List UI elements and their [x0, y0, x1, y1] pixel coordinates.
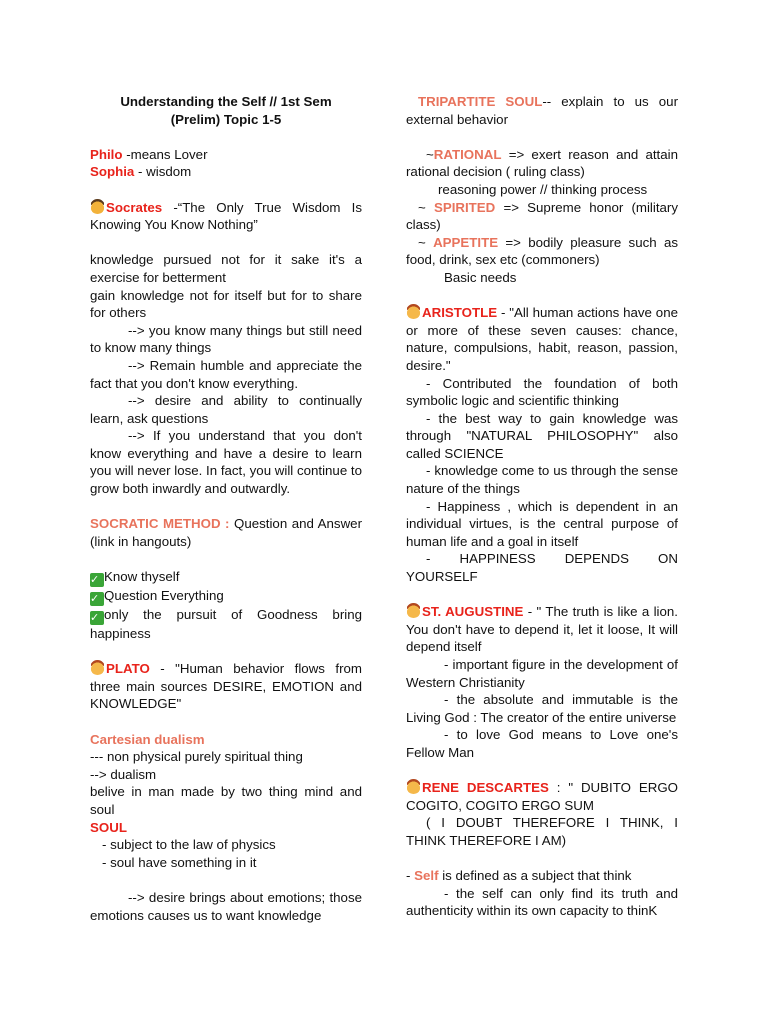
- socratic-method-desc: Question and Answer (link in hangouts): [90, 516, 363, 549]
- aristotle-point-5-word: DEPENDS: [564, 551, 629, 567]
- rational-prefix: ~: [426, 146, 434, 162]
- knowledge-line-2: gain knowledge not for itself but for to share for others: [90, 287, 362, 321]
- socratic-method-term: SOCRATIC METHOD :: [90, 516, 230, 532]
- plato-line: [90, 660, 362, 713]
- augustine-quote: - " The truth is like a lion. You don't have to depend it, let it loose, It will depend itself: [406, 604, 678, 655]
- aristotle-point-1: - Contributed the foundation of both symbolic logic and scientific thinking: [406, 375, 678, 409]
- check-item-3-text: only the pursuit of Goodness bring happiness: [90, 607, 362, 642]
- knowledge-point-4: --> If you understand that you don't know everything and have a desire to learn you will never lose. In fact, you will continue to grow both inwardly and outwardly.: [90, 428, 362, 497]
- aristotle-point-3: - knowledge come to us through the sense nature of the things: [406, 463, 678, 497]
- tripartite-desc: -- explain to us our external behavior: [406, 94, 679, 127]
- aristotle-name: ARISTOTLE: [422, 305, 498, 321]
- sophia-term: Sophia: [90, 164, 135, 180]
- sophia-line: [90, 163, 362, 181]
- soul-line-1: - subject to the law of physics: [102, 837, 276, 853]
- left-column: [90, 93, 362, 924]
- check-mark-icon: ✓: [90, 611, 104, 625]
- check-item-1-text: Know thyself: [104, 569, 180, 585]
- philo-def: -means Lover: [122, 146, 208, 162]
- philo-line: [90, 146, 362, 164]
- knowledge-point-1: --> you know many things but still need to know many things: [90, 322, 362, 356]
- desire-line: --> desire brings about emotions; those emotions causes us to want knowledge: [90, 889, 362, 923]
- rational-line: [406, 146, 678, 181]
- rational-sub: reasoning power // thinking process: [438, 181, 648, 197]
- aristotle-line: [406, 304, 678, 374]
- spirited-line: [406, 199, 678, 234]
- spirited-term: SPIRITED: [433, 199, 496, 215]
- person-emoji-icon: [406, 603, 421, 618]
- descartes-name: RENE DESCARTES: [422, 780, 549, 796]
- rational-desc: => exert reason and attain rational decision ( ruling class): [406, 146, 678, 180]
- knowledge-line-1: knowledge pursued not for it sake it's a exercise for betterment: [90, 252, 362, 285]
- aristotle-point-5-word: ON: [658, 551, 678, 567]
- check-mark-icon: ✓: [90, 592, 104, 606]
- self-line: [406, 867, 678, 885]
- person-emoji-icon: [90, 199, 105, 214]
- check-item-2: [90, 587, 362, 606]
- check-mark-icon: ✓: [90, 573, 104, 587]
- person-emoji-icon: [406, 304, 421, 319]
- soul-heading: SOUL: [90, 819, 127, 835]
- check-item-3: [90, 606, 362, 643]
- socrates-line: [90, 199, 362, 234]
- spirited-desc: => Supreme honor (military class): [406, 199, 678, 233]
- tripartite-term: TRIPARTITE SOUL: [418, 94, 543, 109]
- aristotle-quote: - "All human actions have one or more of these seven causes: chance, nature, compulsions, habit, reason, passion, desire.": [406, 305, 678, 373]
- tripartite-line: [406, 93, 678, 128]
- aristotle-point-5-word: -: [426, 551, 431, 567]
- aristotle-point-5: [406, 550, 678, 568]
- appetite-sub: Basic needs: [444, 269, 517, 285]
- appetite-prefix: ~: [418, 234, 434, 250]
- augustine-point-3: - to love God means to Love one's Fellow Man: [406, 727, 678, 760]
- doc-title-line2: (Prelim) Topic 1-5: [170, 111, 282, 127]
- self-def: is defined as a subject that think: [438, 868, 632, 884]
- plato-name: PLATO: [106, 661, 150, 677]
- augustine-line: [406, 603, 678, 656]
- soul-line-2: - soul have something in it: [102, 854, 257, 870]
- philo-term: Philo: [90, 146, 123, 162]
- knowledge-point-3: --> desire and ability to continually learn, ask questions: [90, 393, 362, 426]
- self-term: Self: [414, 868, 439, 884]
- spirited-prefix: ~: [418, 199, 434, 215]
- appetite-desc: => bodily pleasure such as food, drink, sex etc (commoners): [406, 234, 678, 268]
- cartesian-line-3: belive in man made by two thing mind and soul: [90, 784, 362, 817]
- descartes-line: [406, 779, 678, 814]
- descartes-translation: ( I DOUBT THEREFORE I THINK, I THINK THEREFORE I AM): [406, 815, 678, 848]
- self-prefix: -: [406, 868, 415, 884]
- check-item-2-text: Question Everything: [104, 588, 224, 604]
- right-column: [406, 93, 678, 920]
- cartesian-line-2: --> dualism: [90, 766, 157, 782]
- person-emoji-icon: [406, 779, 421, 794]
- knowledge-point-2: --> Remain humble and appreciate the fact that you don't know everything.: [90, 357, 362, 391]
- check-item-1: [90, 568, 362, 587]
- socratic-method-line: [90, 515, 362, 550]
- doc-title-line1: Understanding the Self // 1st Sem: [120, 94, 332, 109]
- socrates-name: Socrates: [106, 199, 163, 215]
- aristotle-point-5-end: YOURSELF: [406, 569, 478, 585]
- aristotle-point-4: - Happiness , which is dependent in an individual virtues, is the central purpose of human life and a goal in itself: [406, 498, 678, 549]
- augustine-name: ST. AUGUSTINE: [422, 604, 524, 620]
- cartesian-line-1: --- non physical purely spiritual thing: [90, 749, 303, 765]
- aristotle-point-5-word: HAPPINESS: [459, 551, 536, 567]
- aristotle-point-2: - the best way to gain knowledge was through "NATURAL PHILOSOPHY" also called SCIENCE: [406, 410, 678, 461]
- augustine-point-2: - the absolute and immutable is the Living God : The creator of the entire universe: [406, 692, 678, 725]
- appetite-line: [406, 234, 678, 269]
- cartesian-dualism-heading: Cartesian dualism: [90, 731, 205, 747]
- descartes-quote: : " DUBITO ERGO COGITO, COGITO ERGO SUM: [406, 780, 679, 813]
- person-emoji-icon: [90, 660, 105, 675]
- rational-term: RATIONAL: [433, 146, 502, 162]
- appetite-term: APPETITE: [433, 234, 499, 250]
- plato-quote: - "Human behavior flows from three main sources DESIRE, EMOTION and KNOWLEDGE": [90, 661, 362, 712]
- socrates-quote: -“The Only True Wisdom Is Knowing You Know Nothing”: [90, 199, 362, 233]
- augustine-point-1: - important figure in the development of Western Christianity: [406, 657, 678, 690]
- sophia-def: - wisdom: [134, 164, 192, 180]
- self-sub: - the self can only find its truth and authenticity within its own capacity to thinK: [406, 885, 678, 919]
